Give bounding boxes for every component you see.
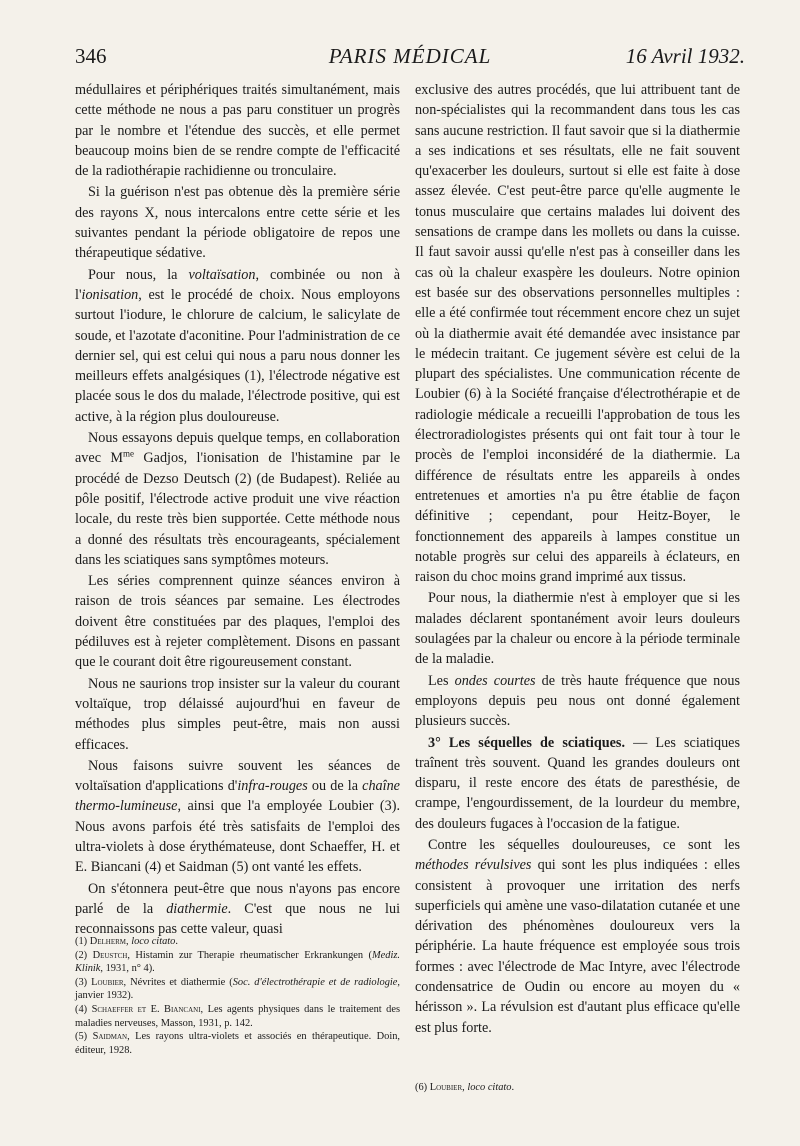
text-run: Si la guérison n'est pas obtenue dès la première série des rayons X, nous intercalons entre cette série et les suivantes pendant la période obligatoire de repos une thérapeutique sédative. <box>75 184 400 262</box>
text-run: Contre les séquelles douloureuses, ce sont les <box>428 836 740 853</box>
text-run: loco citato <box>467 1082 512 1093</box>
text-run: exclusive des autres procédés, que lui attribuent tant de non-spécialistes qui la recommandent dans tous les cas sans aucune restriction. Il faut savoir que si la diathermie a ses indications et ses résultats, elle ne fait souvent qu'exacerber les douleurs, surtout si elle est faite à dose assez élevée. C'est peut-être parce qu'elle augmente le tonus musculaire que certains malades lui doivent des sensations de crampe dans les mollets ou dans la cuisse. Il faut savoir aussi qu'elle n'est pas à conseiller dans les cas où la chaleur exaspère les douleurs. Notre opinion est basée sur des observations personnelles multiples : elle a été confirmée tout récemment encore chez un sujet où la diathermie avait été demandée avec insistance par le médecin traitant. Ce jugement sévère est celui de la plupart des spécialistes. Une communication récente de Loubier (6) à la Société française d'électrothérapie et de radiologie médicale a recueilli l'approbation de tous les électroradiologistes présents qui ont fait tour à tour le procès de l'emploi inconsidéré de la diathermie. La différence de résultats entre les appareils à ondes entretenues et amorties n'a pu être établie de façon définitive ; cependant, pour Heitz-Boyer, le fonctionnement des appareils à lampes constitue un notable progrès sur celui des appareils à éclateurs, en raison du choc moins grand imprimé aux tissus. <box>415 82 740 586</box>
footnote <box>75 935 400 949</box>
text-run: infra-rouges <box>237 778 308 795</box>
right-column <box>415 79 740 1036</box>
text-run: . <box>175 936 178 947</box>
right-column-body <box>415 80 740 1036</box>
paragraph <box>415 80 740 587</box>
text-run: Nous faisons suivre souvent les séances de voltaïsation d'applications d' <box>75 757 400 795</box>
page-header <box>75 40 745 74</box>
journal-title: PARIS MÉDICAL <box>328 44 492 68</box>
text-run: loco citato <box>131 936 176 947</box>
paragraph <box>75 428 400 570</box>
text-run: médullaires et périphériques traités simultanément, mais cette méthode ne nous a pas paru constituer un progrès par le nombre et l'étendue des succès, et elle permet beaucoup moins bien de se rendre compte de l'efficacité de la radiothérapie rachidienne ou tronculaire. <box>75 82 400 180</box>
text-run: , janvier 1932). <box>75 976 400 1002</box>
text-run: (3) <box>75 976 92 988</box>
text-run: voltaïsation <box>188 266 256 283</box>
paragraph <box>75 879 400 940</box>
paragraph <box>75 571 400 672</box>
paragraph <box>75 182 400 263</box>
text-run: , <box>126 936 132 947</box>
text-run: , combinée ou non à l' <box>75 266 400 303</box>
footnotes-left <box>75 935 400 1057</box>
text-run: ondes courtes <box>454 672 536 689</box>
footnote <box>75 976 400 1003</box>
text-run: . <box>511 1082 515 1093</box>
text-run: , <box>462 1082 468 1093</box>
text-run: , Névrites et diathermie ( <box>123 976 233 988</box>
text-run: , Histamin zur Therapie rheumatischer Erkrankungen ( <box>127 949 373 961</box>
text-run: Schaeffer et E. Biancani <box>91 1003 201 1015</box>
text-run: . C'est que nous ne lui reconnaissons pas cette valeur, quasi <box>75 900 401 938</box>
footnote <box>415 1081 740 1095</box>
paragraph <box>75 674 400 755</box>
text-run: Pour nous, la diathermie n'est à employer que si les malades déclarent spontanément avoir leurs douleurs soulagées par la chaleur ou encore à la période terminale de la maladie. <box>415 590 740 668</box>
text-run: (2) <box>75 949 93 961</box>
text-run: qui sont les plus indiquées : elles consistent à provoquer une irritation des nerfs superficiels qui amène une vaso-dilatation cutanée et une dérivation des phénomènes douloureux vers la périphérie. La haute fréquence est employée sous trois formes : avec l'électrode de Mac Intyre, avec l'électrode condensatrice de Oudin ou encore au moyen du « hérisson ». La révulsion est d'autant plus efficace qu'elle est plus forte. <box>415 857 740 1036</box>
paragraph <box>75 756 400 878</box>
text-run: On s'étonnera peut-être que nous n'ayons pas encore parlé de la <box>75 880 400 917</box>
text-run: Saidman <box>92 1031 128 1043</box>
text-run: , Les agents physiques dans le traitement des maladies nerveuses, Masson, 1931, p. 142. <box>75 1003 400 1029</box>
text-run: (4) <box>75 1003 92 1015</box>
text-run: ionisation <box>81 286 139 303</box>
text-run: , Les rayons ultra-violets et associés en thérapeutique. Doin, éditeur, 1928. <box>75 1031 401 1056</box>
text-run: Nous essayons depuis quelque temps, en collaboration avec M <box>75 430 400 467</box>
text-run: ou de la <box>307 778 363 795</box>
paragraph <box>415 588 740 669</box>
text-run: (1) <box>75 936 90 947</box>
text-run: (6) <box>415 1082 430 1093</box>
text-run: me <box>123 448 134 459</box>
text-run: 3° Les séquelles de sciatiques. <box>428 734 625 751</box>
paragraph <box>75 80 400 181</box>
text-run: Loubier <box>91 976 124 988</box>
page-number: 346 <box>75 44 107 68</box>
text-run: Loubier <box>429 1082 463 1093</box>
text-run: Delherm <box>89 936 126 947</box>
text-run: chaîne thermo-lumineuse <box>75 778 400 815</box>
text-run: Les séries comprennent quinze séances environ à raison de trois séances par semaine. Les électrodes doivent être constituées par des plaques, l'emploi des pédiluves est à rejeter complètement. Disons en passant que le courant doit être rigoureusement constant. <box>75 573 400 671</box>
text-run: , est le procédé de choix. Nous employons surtout l'iodure, le chlorure de calcium, le salicylate de soude, et l'azotate d'aconitine. Pour l'administration de ce dernier sel, qui est celui qui nous a paru nous donner les meilleurs effets analgésiques (1), l'électrode négative est placée sous le dos du malade, l'électrode positive, qui est active, à la région plus douloureuse. <box>75 286 400 425</box>
text-run: diathermie <box>166 900 228 917</box>
text-run: Mediz. Klinik <box>75 949 401 975</box>
text-run: Nous ne saurions trop insister sur la valeur du courant voltaïque, trop délaissé aujourd'hui en faveur de méthodes plus simples peut-être, mais non aussi efficaces. <box>75 675 400 753</box>
footnotes-right <box>415 1081 740 1095</box>
text-run: méthodes révulsives <box>415 857 532 874</box>
paragraph <box>415 835 740 1038</box>
text-run: Les <box>428 672 455 689</box>
footnote <box>75 1030 400 1057</box>
text-run: de très haute fréquence que nous employons depuis peu nous ont donné également plusieurs succès. <box>415 672 740 730</box>
paragraph <box>415 733 740 834</box>
text-run: , ainsi que l'a employée Loubier (3). Nous avons parfois été très satisfaits de l'emploi des ultra-violets à dose érythémateuse, dont Schaeffer, H. et E. Biancani (4) et Saidman (5) ont vanté les effets. <box>75 798 400 876</box>
issue-date: 16 Avril 1932. <box>625 44 745 68</box>
left-column-body <box>75 80 400 997</box>
text-run: Gadjos, l'ionisation de l'histamine par le procédé de Dezso Deutsch (2) (de Budapest). Reliée au pôle positif, l'électrode active produit une vive réaction locale, du reste très bien supportée. Cette méthode nous a donné des résultats très encourageants, spécialement dans les sciatiques sans symptômes moteurs. <box>75 450 400 568</box>
text-run: , 1931, n° 4). <box>100 963 155 975</box>
footnote <box>75 949 400 976</box>
left-column <box>75 79 400 997</box>
paragraph <box>75 265 400 427</box>
paragraph <box>415 671 740 732</box>
text-run: — Les sciatiques traînent très souvent. Quand les grandes douleurs ont disparu, il reste encore des états de paresthésie, de crampe, l'engourdissement, de la lourdeur du membre, des douleurs fugaces à l'occasion de la fatigue. <box>415 734 740 832</box>
text-run: Pour nous, la <box>88 266 189 283</box>
text-run: (5) <box>75 1031 93 1043</box>
text-run: Deustch <box>92 949 128 961</box>
text-run: Soc. d'électrothérapie et de radiologie <box>232 976 398 988</box>
footnote <box>75 1003 400 1030</box>
